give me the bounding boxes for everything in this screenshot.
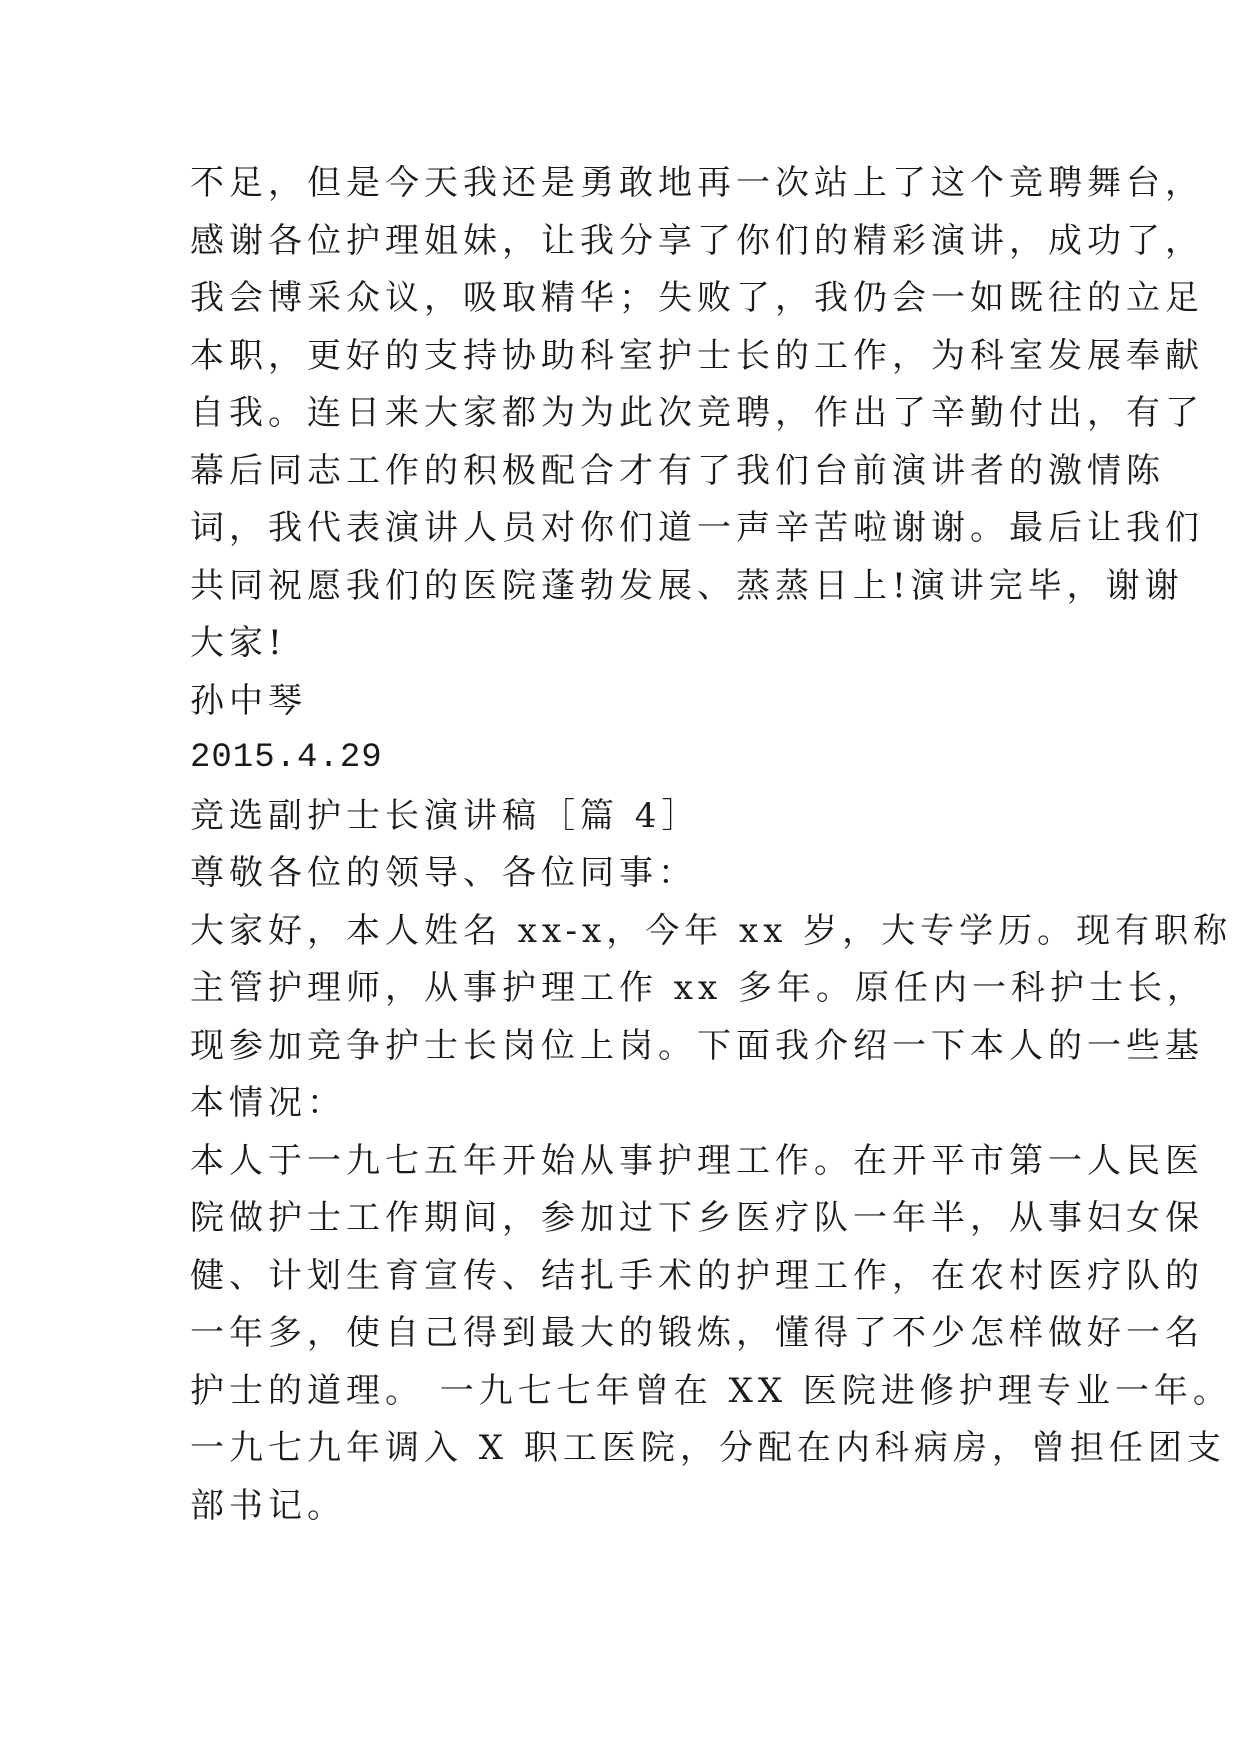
salutation: 尊敬各位的领导、各位同事： bbox=[190, 853, 697, 893]
text-line: 本情况： bbox=[190, 1083, 346, 1123]
text-line: 护士的道理。 一九七七年曾在 XX 医院进修护理专业一年。 bbox=[190, 1370, 1232, 1411]
text-line: 部书记。 bbox=[190, 1485, 346, 1526]
text-line: 共同祝愿我们的医院蓬勃发展、蒸蒸日上!演讲完毕，谢谢 bbox=[190, 565, 1184, 606]
text-line: 词，我代表演讲人员对你们道一声辛苦啦谢谢。最后让我们 bbox=[190, 508, 1204, 548]
text-line: 不足，但是今天我还是勇敢地再一次站上了这个竞聘舞台， bbox=[190, 163, 1204, 203]
text-line: 本人于一九七五年开始从事护理工作。在开平市第一人民医 bbox=[190, 1140, 1204, 1181]
text-line: 幕后同志工作的积极配合才有了我们台前演讲者的激情陈 bbox=[190, 450, 1165, 491]
text-line: 自我。连日来大家都为为此次竞聘，作出了辛勤付出，有了 bbox=[190, 393, 1204, 433]
signature-name: 孙中琴 bbox=[190, 680, 307, 721]
text-line: 现参加竞争护士长岗位上岗。下面我介绍一下本人的一些基 bbox=[190, 1025, 1204, 1066]
text-line: 大家! bbox=[190, 623, 287, 663]
document-body bbox=[190, 155, 1233, 1535]
text-line: 一九七九年调入 X 职工医院，分配在内科病房，曾担任团支 bbox=[190, 1428, 1226, 1468]
text-line: 健、计划生育宣传、结扎手术的护理工作，在农村医疗队的 bbox=[190, 1255, 1204, 1296]
signature-date: 2015.4.29 bbox=[190, 739, 383, 777]
text-line: 我会博采众议，吸取精华；失败了，我仍会一如既往的立足 bbox=[190, 278, 1204, 318]
text-line: 院做护士工作期间，参加过下乡医疗队一年半，从事妇女保 bbox=[190, 1198, 1204, 1238]
text-line: 一年多，使自己得到最大的锻炼，懂得了不少怎样做好一名 bbox=[190, 1313, 1204, 1353]
text-line: 感谢各位护理姐妹，让我分享了你们的精彩演讲，成功了， bbox=[190, 220, 1204, 261]
section-heading: 竞选副护士长演讲稿［篇 4］ bbox=[190, 795, 701, 836]
text-line: 主管护理师，从事护理工作 xx 多年。原任内一科护士长， bbox=[190, 968, 1206, 1008]
text-line: 本职，更好的支持协助科室护士长的工作，为科室发展奉献 bbox=[190, 335, 1204, 376]
text-line: 大家好，本人姓名 xx-x，今年 xx 岁，大专学历。现有职称 bbox=[190, 910, 1233, 951]
